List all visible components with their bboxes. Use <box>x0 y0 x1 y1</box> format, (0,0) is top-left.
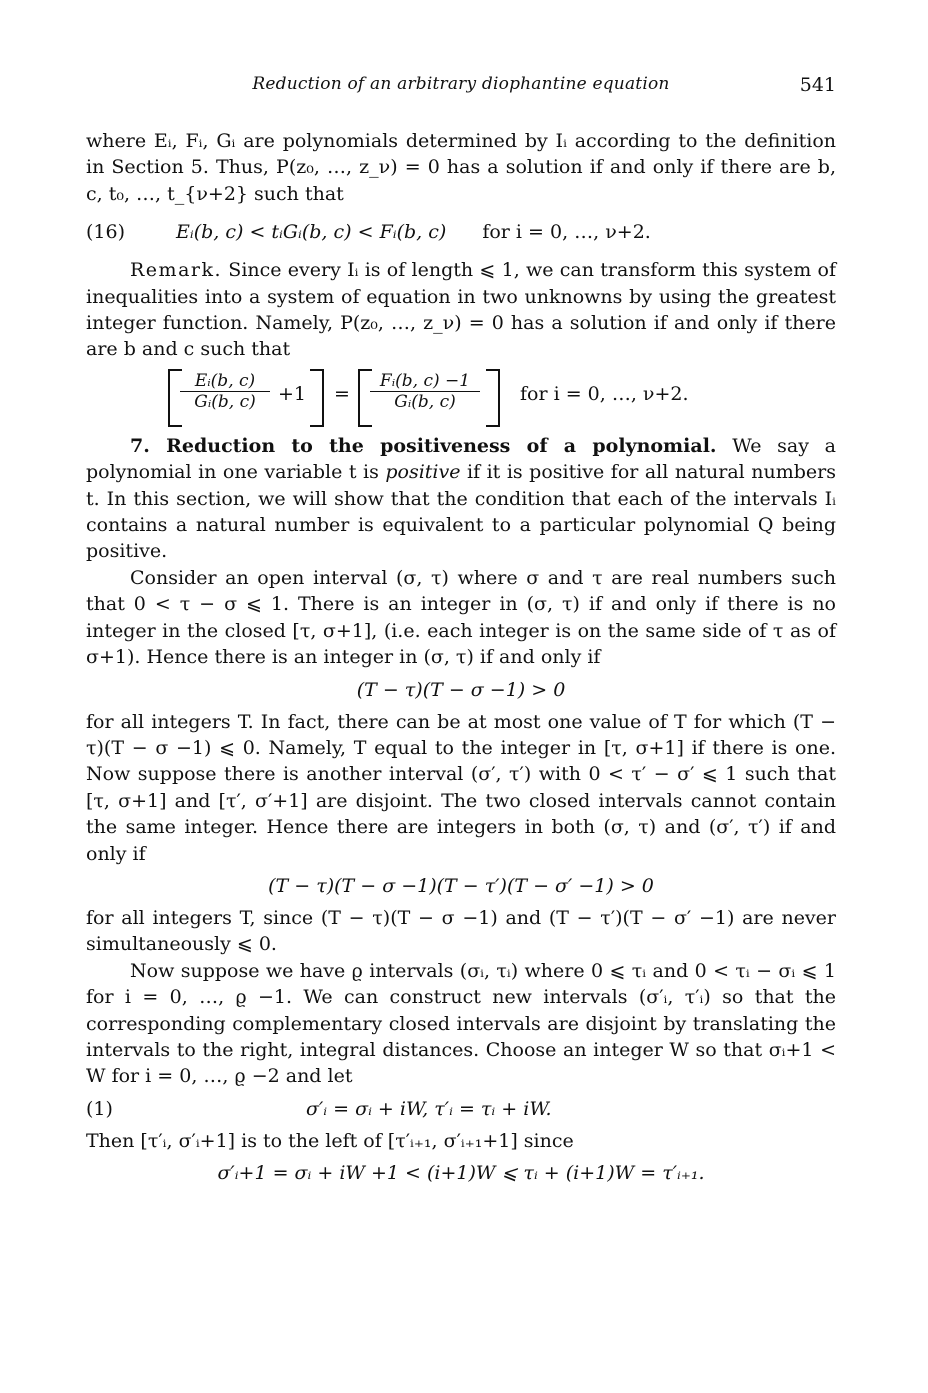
floor-equation-expression <box>168 369 578 429</box>
remark-text: Since every Iᵢ is of length ⩽ 1, we can transform this system of inequalities into a system of equation in two unknowns by using the greatest integer function. Namely, P(z₀, …, z_ν) = 0 has a solution if and only if there are b and c such that <box>86 259 836 361</box>
paragraph-definitions: where Eᵢ, Fᵢ, Gᵢ are polynomials determined by Iᵢ according to the definition in Section 5. Thus, P(z₀, …, z_ν) = 0 has a solution if and only if there are b, c, t₀, …, t_{ν+2} such that <box>86 130 836 205</box>
equation-1-label: (1) <box>86 1097 113 1120</box>
paragraph-never-simultaneous: for all integers T, since (T − τ)(T − σ −1) and (T − τ′)(T − σ′ −1) are never simultaneously ⩽ 0. <box>86 906 836 956</box>
page-number: 541 <box>799 74 836 96</box>
plus-one: +1 <box>278 382 307 405</box>
equals-sign: = <box>334 382 350 405</box>
equation-16-label: (16) <box>86 221 126 244</box>
section-7-text-a: We say a polynomial in one variable t is <box>86 434 836 484</box>
fraction-f-numerator: Fᵢ(b, c) −1 <box>370 371 480 392</box>
left-bracket-close <box>310 369 324 427</box>
fraction-e-numerator: Eᵢ(b, c) <box>180 371 270 392</box>
fraction-f-over-g <box>370 371 480 412</box>
equation-single-interval <box>86 671 836 709</box>
paragraph-remark <box>86 257 836 363</box>
section-7-heading: 7. Reduction to the positiveness of a polynomial. <box>130 434 717 457</box>
paragraph-rho-intervals: Now suppose we have ϱ intervals (σᵢ, τᵢ) where 0 ⩽ τᵢ and 0 < τᵢ − σᵢ ⩽ 1 for i = 0, …, ϱ −1. We can construct new intervals (σ′ᵢ, τ′ᵢ) so that the corresponding complementary closed intervals are disjoint by translating the intervals to the right, integral distances. Choose an integer W so that σᵢ+1 < W for i = 0, …, ϱ −2 and let <box>86 959 836 1088</box>
paragraph-section-7 <box>86 433 836 565</box>
equation-16-condition: for i = 0, …, ν+2. <box>482 221 651 244</box>
remark-label: Remark. <box>130 259 223 282</box>
fraction-e-over-g <box>180 371 270 412</box>
page <box>86 74 836 1192</box>
running-header <box>86 74 836 104</box>
section-7-positive-term: positive <box>385 461 461 484</box>
equation-1 <box>86 1090 836 1128</box>
equation-16-body <box>176 213 651 251</box>
running-title: Reduction of an arbitrary diophantine equation <box>252 74 670 94</box>
equation-two-intervals <box>86 867 836 905</box>
equation-ordering <box>86 1154 836 1192</box>
fraction-e-denominator: Gᵢ(b, c) <box>194 391 256 412</box>
floor-equation <box>86 363 836 433</box>
right-bracket-close <box>486 369 500 427</box>
paragraph-open-interval: Consider an open interval (σ, τ) where σ and τ are real numbers such that 0 < τ − σ ⩽ 1. There is an integer in (σ, τ) if and only if there is no integer in the closed [τ, σ+1], (i.e. each integer is on the same side of τ as of σ+1). Hence there is an integer in (σ, τ) if and only if <box>86 566 836 669</box>
equation-16-inequality: Eᵢ(b, c) < tᵢGᵢ(b, c) < Fᵢ(b, c) <box>176 221 447 244</box>
floor-equation-condition: for i = 0, …, ν+2. <box>520 382 689 405</box>
equation-two-intervals-body: (T − τ)(T − σ −1)(T − τ′)(T − σ′ −1) > 0 <box>268 874 654 897</box>
equation-1-body: σ′ᵢ = σᵢ + iW, τ′ᵢ = τᵢ + iW. <box>306 1097 552 1120</box>
equation-ordering-body: σ′ᵢ+1 = σᵢ + iW +1 < (i+1)W ⩽ τᵢ + (i+1)W = τ′ᵢ₊₁. <box>217 1162 705 1185</box>
equation-16 <box>86 213 836 251</box>
paragraph-two-intervals: for all integers T. In fact, there can be at most one value of T for which (T − τ)(T − σ −1) ⩽ 0. Namely, T equal to the integer in [τ, σ+1] if there is one. Now suppose there is another interval (σ′, τ′) with 0 < τ′ − σ′ ⩽ 1 such that [τ, σ+1] and [τ′, σ′+1] are disjoint. The two closed intervals cannot contain the same integer. Hence there are integers in both (σ, τ) and (σ′, τ′) if and only if <box>86 710 837 865</box>
paragraph-left-of: Then [τ′ᵢ, σ′ᵢ+1] is to the left of [τ′ᵢ₊₁, σ′ᵢ₊₁+1] since <box>86 1129 574 1152</box>
equation-single-interval-body: (T − τ)(T − σ −1) > 0 <box>356 678 566 701</box>
fraction-f-denominator: Gᵢ(b, c) <box>394 391 456 412</box>
section-7-text-b: if it is positive for all natural numbers t. In this section, we will show that the condition that each of the intervals Iᵢ contains a natural number is equivalent to a particular polynomial Q being positive. <box>86 461 836 563</box>
